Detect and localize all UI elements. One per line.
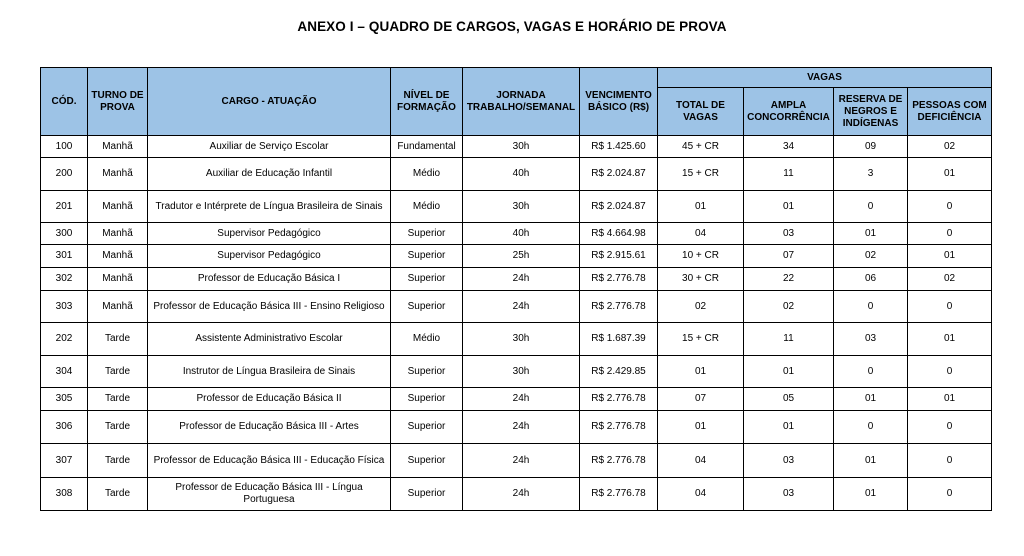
header-turno: TURNO DE PROVA [88, 68, 148, 136]
cell-jornada: 24h [463, 268, 580, 291]
table-row [41, 478, 992, 511]
cell-reserva: 01 [834, 388, 908, 411]
cell-total: 15 + CR [658, 323, 744, 356]
cell-ampla: 22 [744, 268, 834, 291]
cell-cod: 305 [41, 388, 88, 411]
header-cod: CÓD. [41, 68, 88, 136]
cell-turno: Manhã [88, 268, 148, 291]
cell-pcd: 02 [908, 136, 992, 158]
cell-total: 02 [658, 291, 744, 323]
cell-total: 01 [658, 411, 744, 444]
cell-nivel: Superior [391, 268, 463, 291]
cell-nivel: Fundamental [391, 136, 463, 158]
cell-cod: 304 [41, 356, 88, 388]
cell-vencimento: R$ 1.425.60 [580, 136, 658, 158]
cell-total: 04 [658, 223, 744, 245]
cell-jornada: 24h [463, 411, 580, 444]
cell-cod: 308 [41, 478, 88, 511]
cell-total: 15 + CR [658, 158, 744, 191]
cell-reserva: 02 [834, 245, 908, 268]
cell-jornada: 24h [463, 444, 580, 478]
table-row [41, 323, 992, 356]
cell-vencimento: R$ 2.776.78 [580, 444, 658, 478]
table-row [41, 136, 992, 158]
cell-vencimento: R$ 4.664.98 [580, 223, 658, 245]
cell-reserva: 01 [834, 444, 908, 478]
table-row [41, 245, 992, 268]
header-vagas: VAGAS [658, 68, 992, 88]
cell-turno: Tarde [88, 444, 148, 478]
cell-nivel: Médio [391, 158, 463, 191]
cell-cod: 307 [41, 444, 88, 478]
table-row [41, 388, 992, 411]
cell-pcd: 0 [908, 191, 992, 223]
cell-total: 10 + CR [658, 245, 744, 268]
cell-nivel: Superior [391, 223, 463, 245]
cell-cargo: Professor de Educação Básica II [148, 388, 391, 411]
table-row [41, 158, 992, 191]
cell-total: 07 [658, 388, 744, 411]
header-jornada: JORNADA TRABALHO/SEMANAL [463, 68, 580, 136]
vagas-table [40, 67, 992, 511]
cell-total: 01 [658, 356, 744, 388]
cell-vencimento: R$ 2.429.85 [580, 356, 658, 388]
cell-jornada: 40h [463, 223, 580, 245]
cell-vencimento: R$ 2.024.87 [580, 191, 658, 223]
cell-turno: Manhã [88, 291, 148, 323]
table-row [41, 268, 992, 291]
cell-jornada: 24h [463, 478, 580, 511]
cell-cod: 201 [41, 191, 88, 223]
cell-turno: Tarde [88, 356, 148, 388]
cell-vencimento: R$ 2.776.78 [580, 411, 658, 444]
cell-jornada: 25h [463, 245, 580, 268]
cell-pcd: 0 [908, 356, 992, 388]
cell-reserva: 0 [834, 411, 908, 444]
cell-reserva: 3 [834, 158, 908, 191]
cell-cod: 300 [41, 223, 88, 245]
cell-ampla: 01 [744, 411, 834, 444]
cell-cod: 301 [41, 245, 88, 268]
cell-nivel: Superior [391, 411, 463, 444]
cell-cod: 303 [41, 291, 88, 323]
cell-pcd: 0 [908, 444, 992, 478]
cell-total: 45 + CR [658, 136, 744, 158]
cell-vencimento: R$ 2.776.78 [580, 388, 658, 411]
cell-ampla: 11 [744, 158, 834, 191]
cell-pcd: 0 [908, 478, 992, 511]
cell-vencimento: R$ 2.915.61 [580, 245, 658, 268]
cell-cod: 100 [41, 136, 88, 158]
cell-cargo: Auxiliar de Educação Infantil [148, 158, 391, 191]
cell-pcd: 02 [908, 268, 992, 291]
table-row [41, 356, 992, 388]
cell-jornada: 30h [463, 191, 580, 223]
cell-pcd: 01 [908, 323, 992, 356]
cell-pcd: 01 [908, 158, 992, 191]
cell-turno: Manhã [88, 191, 148, 223]
cell-nivel: Superior [391, 291, 463, 323]
cell-nivel: Superior [391, 356, 463, 388]
cell-cod: 306 [41, 411, 88, 444]
cell-cargo: Supervisor Pedagógico [148, 245, 391, 268]
cell-reserva: 03 [834, 323, 908, 356]
cell-vencimento: R$ 2.776.78 [580, 478, 658, 511]
cell-cod: 302 [41, 268, 88, 291]
cell-turno: Tarde [88, 388, 148, 411]
cell-vencimento: R$ 2.776.78 [580, 291, 658, 323]
header-ampla: AMPLA CONCORRÊNCIA [744, 88, 834, 136]
cell-cargo: Professor de Educação Básica I [148, 268, 391, 291]
header-vencimento: VENCIMENTO BÁSICO (R$) [580, 68, 658, 136]
header-pcd: PESSOAS COM DEFICIÊNCIA [908, 88, 992, 136]
cell-vencimento: R$ 2.776.78 [580, 268, 658, 291]
cell-jornada: 30h [463, 136, 580, 158]
page-title: ANEXO I – QUADRO DE CARGOS, VAGAS E HORÁRIO DE PROVA [297, 19, 727, 34]
cell-nivel: Superior [391, 245, 463, 268]
cell-ampla: 03 [744, 444, 834, 478]
cell-total: 01 [658, 191, 744, 223]
cell-cargo: Instrutor de Língua Brasileira de Sinais [148, 356, 391, 388]
cell-ampla: 02 [744, 291, 834, 323]
header-total: TOTAL DE VAGAS [658, 88, 744, 136]
cell-cod: 202 [41, 323, 88, 356]
cell-pcd: 0 [908, 223, 992, 245]
cell-turno: Manhã [88, 223, 148, 245]
cell-pcd: 0 [908, 291, 992, 323]
cell-ampla: 01 [744, 191, 834, 223]
cell-turno: Manhã [88, 245, 148, 268]
table-row [41, 411, 992, 444]
cell-jornada: 30h [463, 323, 580, 356]
cell-nivel: Médio [391, 191, 463, 223]
cell-jornada: 24h [463, 291, 580, 323]
cell-cargo: Professor de Educação Básica III - Artes [148, 411, 391, 444]
cell-turno: Tarde [88, 323, 148, 356]
cell-jornada: 40h [463, 158, 580, 191]
cell-vencimento: R$ 2.024.87 [580, 158, 658, 191]
cell-ampla: 05 [744, 388, 834, 411]
cell-reserva: 01 [834, 478, 908, 511]
table-body [41, 136, 992, 511]
cell-reserva: 0 [834, 191, 908, 223]
cell-turno: Tarde [88, 478, 148, 511]
cell-pcd: 0 [908, 411, 992, 444]
cell-total: 04 [658, 444, 744, 478]
cell-turno: Manhã [88, 136, 148, 158]
cell-cargo: Professor de Educação Básica III - Ensino Religioso [148, 291, 391, 323]
cell-jornada: 30h [463, 356, 580, 388]
table-row [41, 223, 992, 245]
cell-ampla: 11 [744, 323, 834, 356]
header-reserva: RESERVA DE NEGROS E INDÍGENAS [834, 88, 908, 136]
cell-cargo: Professor de Educação Básica III - Língua Portuguesa [148, 478, 391, 511]
table-row [41, 191, 992, 223]
cell-nivel: Superior [391, 444, 463, 478]
cell-ampla: 07 [744, 245, 834, 268]
cell-ampla: 03 [744, 223, 834, 245]
cell-pcd: 01 [908, 388, 992, 411]
cell-cargo: Supervisor Pedagógico [148, 223, 391, 245]
cell-turno: Manhã [88, 158, 148, 191]
header-cargo: CARGO - ATUAÇÃO [148, 68, 391, 136]
cell-nivel: Superior [391, 478, 463, 511]
header-nivel: NÍVEL DE FORMAÇÃO [391, 68, 463, 136]
cell-reserva: 09 [834, 136, 908, 158]
cell-vencimento: R$ 1.687.39 [580, 323, 658, 356]
cell-reserva: 01 [834, 223, 908, 245]
cell-ampla: 03 [744, 478, 834, 511]
cell-ampla: 01 [744, 356, 834, 388]
cell-cargo: Tradutor e Intérprete de Língua Brasileira de Sinais [148, 191, 391, 223]
cell-reserva: 06 [834, 268, 908, 291]
cell-cargo: Assistente Administrativo Escolar [148, 323, 391, 356]
cell-pcd: 01 [908, 245, 992, 268]
cell-reserva: 0 [834, 291, 908, 323]
cell-cargo: Auxiliar de Serviço Escolar [148, 136, 391, 158]
cell-turno: Tarde [88, 411, 148, 444]
table-row [41, 291, 992, 323]
cell-ampla: 34 [744, 136, 834, 158]
cell-total: 04 [658, 478, 744, 511]
cell-reserva: 0 [834, 356, 908, 388]
cell-nivel: Superior [391, 388, 463, 411]
cell-total: 30 + CR [658, 268, 744, 291]
cell-cod: 200 [41, 158, 88, 191]
table-row [41, 444, 992, 478]
cell-nivel: Médio [391, 323, 463, 356]
cell-cargo: Professor de Educação Básica III - Educação Física [148, 444, 391, 478]
cell-jornada: 24h [463, 388, 580, 411]
